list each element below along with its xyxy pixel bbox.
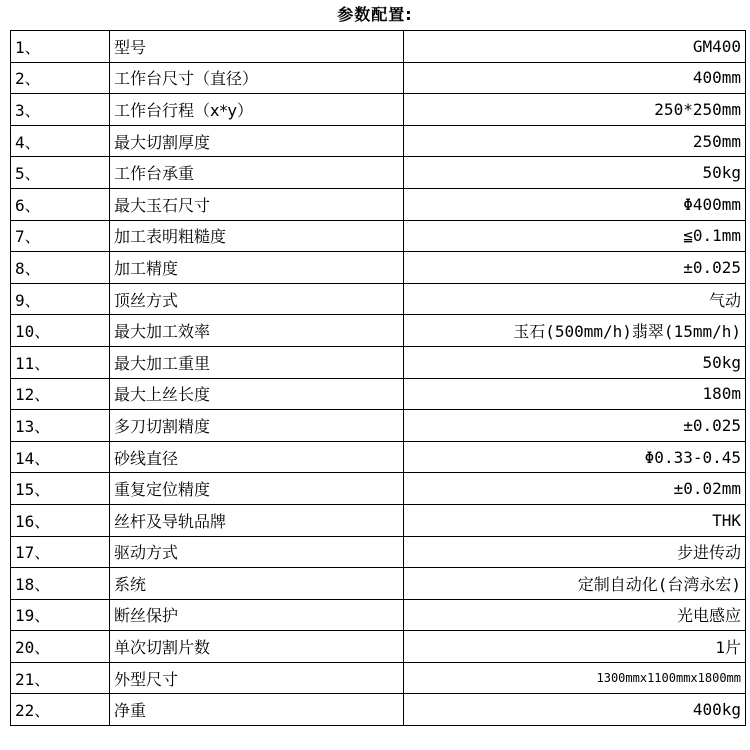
table-row: [11, 252, 746, 284]
row-number: 8、: [11, 252, 110, 284]
param-name: 工作台承重: [110, 157, 404, 189]
param-name: 驱动方式: [110, 536, 404, 568]
table-row: [11, 694, 746, 726]
table-row: [11, 378, 746, 410]
row-number: 2、: [11, 62, 110, 94]
param-value: 400mm: [404, 62, 746, 94]
table-row: [11, 536, 746, 568]
table-row: [11, 31, 746, 63]
table-row: [11, 599, 746, 631]
table-row: [11, 631, 746, 663]
param-name: 丝杆及导轨品牌: [110, 504, 404, 536]
param-value: 1300mmx1100mmx1800mm: [404, 662, 746, 694]
param-value: 250*250mm: [404, 94, 746, 126]
table-row: [11, 188, 746, 220]
row-number: 22、: [11, 694, 110, 726]
param-name: 加工精度: [110, 252, 404, 284]
param-name: 最大玉石尺寸: [110, 188, 404, 220]
param-value: 180m: [404, 378, 746, 410]
row-number: 13、: [11, 410, 110, 442]
table-row: [11, 473, 746, 505]
param-value: ≦0.1mm: [404, 220, 746, 252]
param-name: 加工表明粗糙度: [110, 220, 404, 252]
row-number: 10、: [11, 315, 110, 347]
param-value: 250mm: [404, 125, 746, 157]
spec-table: [10, 30, 746, 726]
param-name: 工作台行程（x*y）: [110, 94, 404, 126]
spec-table-body: [11, 31, 746, 726]
row-number: 3、: [11, 94, 110, 126]
param-value: 1片: [404, 631, 746, 663]
param-value: ±0.025: [404, 252, 746, 284]
table-row: [11, 662, 746, 694]
param-name: 断丝保护: [110, 599, 404, 631]
row-number: 19、: [11, 599, 110, 631]
row-number: 17、: [11, 536, 110, 568]
row-number: 5、: [11, 157, 110, 189]
row-number: 11、: [11, 346, 110, 378]
table-row: [11, 346, 746, 378]
table-row: [11, 504, 746, 536]
param-name: 最大切割厚度: [110, 125, 404, 157]
param-name: 单次切割片数: [110, 631, 404, 663]
param-name: 顶丝方式: [110, 283, 404, 315]
param-value: THK: [404, 504, 746, 536]
row-number: 14、: [11, 441, 110, 473]
param-name: 工作台尺寸（直径）: [110, 62, 404, 94]
param-name: 外型尺寸: [110, 662, 404, 694]
param-value: Φ400mm: [404, 188, 746, 220]
page-title: 参数配置:: [337, 5, 413, 24]
param-name: 系统: [110, 568, 404, 600]
param-value: ±0.02mm: [404, 473, 746, 505]
row-number: 7、: [11, 220, 110, 252]
table-row: [11, 283, 746, 315]
table-row: [11, 315, 746, 347]
row-number: 20、: [11, 631, 110, 663]
table-row: [11, 157, 746, 189]
param-value: 定制自动化(台湾永宏): [404, 568, 746, 600]
table-row: [11, 220, 746, 252]
row-number: 9、: [11, 283, 110, 315]
param-name: 型号: [110, 31, 404, 63]
param-name: 砂线直径: [110, 441, 404, 473]
table-row: [11, 94, 746, 126]
param-value: 50kg: [404, 157, 746, 189]
table-row: [11, 125, 746, 157]
param-name: 最大加工重里: [110, 346, 404, 378]
param-value: 400kg: [404, 694, 746, 726]
param-value: 光电感应: [404, 599, 746, 631]
param-name: 净重: [110, 694, 404, 726]
param-value: ±0.025: [404, 410, 746, 442]
row-number: 16、: [11, 504, 110, 536]
table-row: [11, 62, 746, 94]
row-number: 21、: [11, 662, 110, 694]
param-name: 重复定位精度: [110, 473, 404, 505]
param-value: Φ0.33-0.45: [404, 441, 746, 473]
param-value: 50kg: [404, 346, 746, 378]
param-value: 气动: [404, 283, 746, 315]
param-name: 多刀切割精度: [110, 410, 404, 442]
table-row: [11, 410, 746, 442]
row-number: 18、: [11, 568, 110, 600]
row-number: 12、: [11, 378, 110, 410]
row-number: 6、: [11, 188, 110, 220]
param-name: 最大加工效率: [110, 315, 404, 347]
table-row: [11, 441, 746, 473]
table-row: [11, 568, 746, 600]
param-name: 最大上丝长度: [110, 378, 404, 410]
param-value: 玉石(500mm/h)翡翠(15mm/h): [404, 315, 746, 347]
param-value: GM400: [404, 31, 746, 63]
param-value: 步进传动: [404, 536, 746, 568]
row-number: 1、: [11, 31, 110, 63]
row-number: 15、: [11, 473, 110, 505]
row-number: 4、: [11, 125, 110, 157]
